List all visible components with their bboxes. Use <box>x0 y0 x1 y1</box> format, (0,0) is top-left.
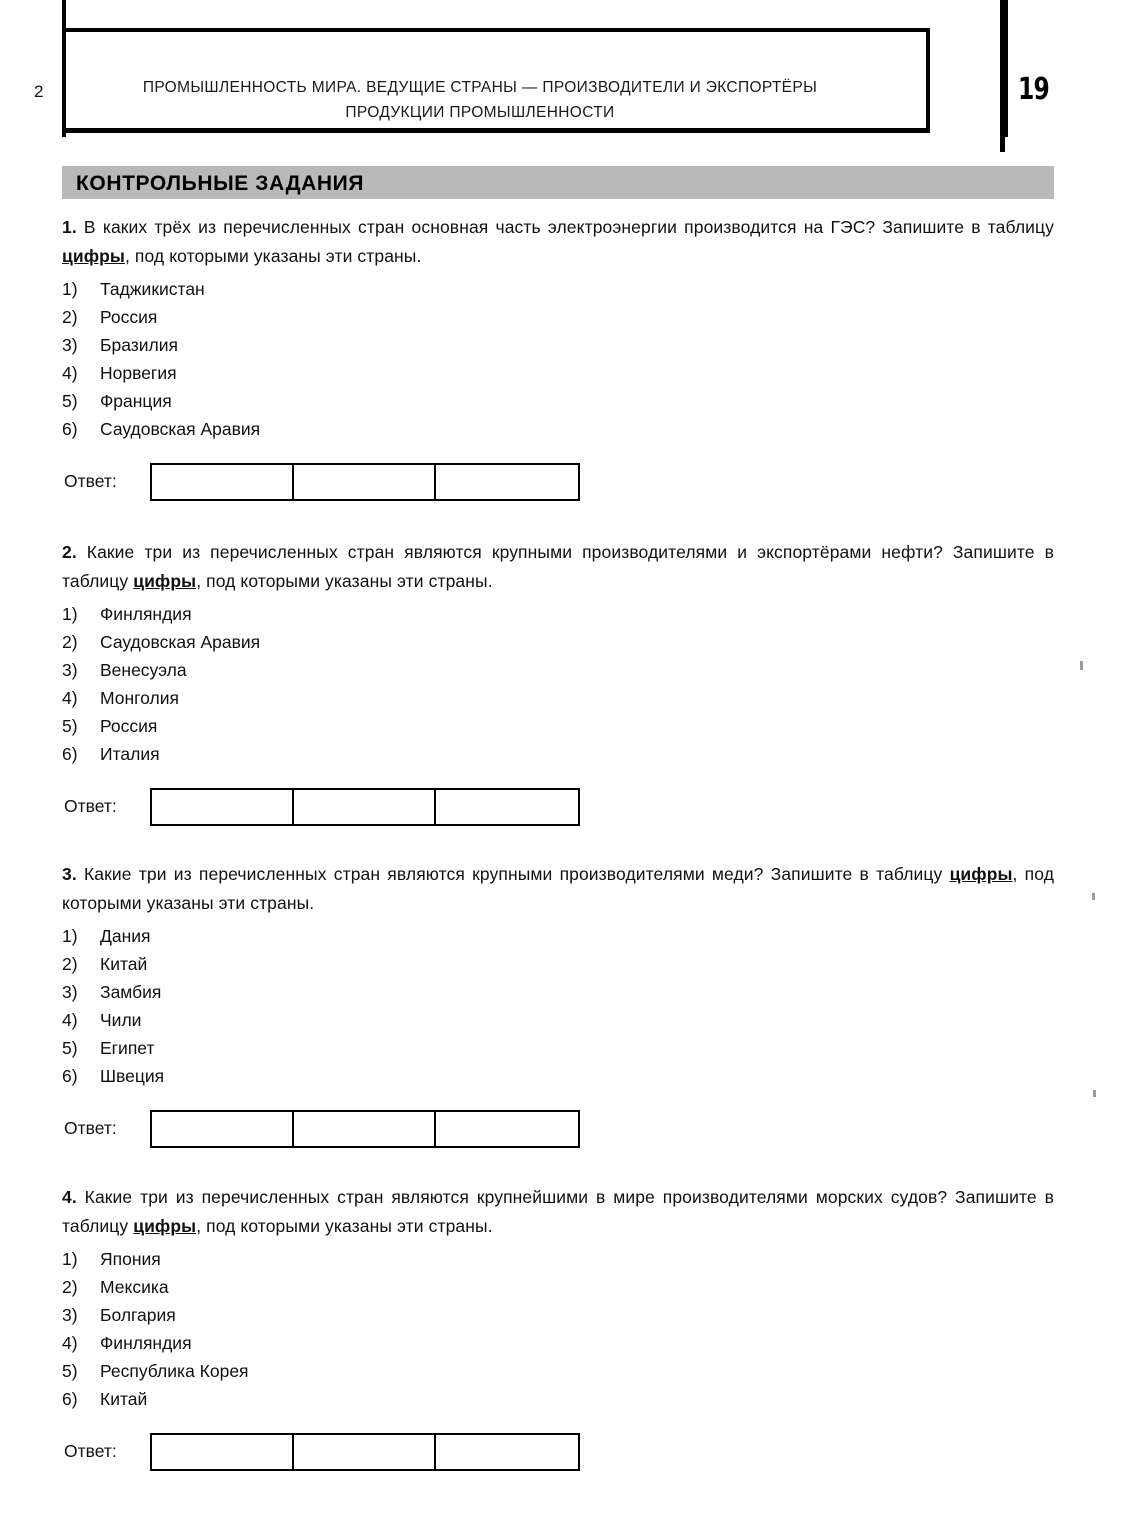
task-4-option-3-index: 3) <box>62 1305 78 1325</box>
task-2-option-3-label: Венесуэла <box>100 660 187 680</box>
task-4-text-before: Какие три из перечисленных стран являются крупнейшими в мире производителями морских судов? Запишите в таблицу <box>62 1187 1055 1236</box>
task-2-option-1 <box>62 600 1054 628</box>
task-1-option-1-label: Таджикистан <box>100 279 205 299</box>
task-1-option-1-index: 1) <box>62 279 78 299</box>
task-1-option-6 <box>62 415 1054 443</box>
task-3-answer-grid[interactable] <box>150 1110 580 1148</box>
task-3-option-6 <box>62 1062 1054 1090</box>
task-3-option-3 <box>62 978 1054 1006</box>
section-title: КОНТРОЛЬНЫЕ ЗАДАНИЯ <box>76 172 365 195</box>
task-1-answer-cell-3[interactable] <box>436 465 578 499</box>
task-4-answer-label: Ответ: <box>64 1441 117 1461</box>
task-4-option-4-index: 4) <box>62 1333 78 1353</box>
task-3-option-2 <box>62 950 1054 978</box>
task-1-options <box>62 275 1054 443</box>
task-3-option-5-index: 5) <box>62 1038 78 1058</box>
task-2-answer-cell-1[interactable] <box>152 790 294 824</box>
chapter-number: 2 <box>34 82 44 101</box>
task-4-answer-grid[interactable] <box>150 1433 580 1471</box>
page-edge-rule <box>1000 0 1005 152</box>
task-3-option-1-label: Дания <box>100 926 151 946</box>
task-4-option-5-label: Республика Корея <box>100 1361 249 1381</box>
task-3-option-6-label: Швеция <box>100 1066 165 1086</box>
task-2-text-before: Какие три из перечисленных стран являются крупными производителями и экспортёрами нефти? Запишите в таблицу <box>62 542 1054 591</box>
task-2-option-4-index: 4) <box>62 688 78 708</box>
task-2-question <box>62 538 1054 596</box>
task-4-option-1-label: Япония <box>100 1249 161 1269</box>
task-4-option-5 <box>62 1357 1054 1385</box>
task-4-option-1-index: 1) <box>62 1249 78 1269</box>
task-1-option-3 <box>62 331 1054 359</box>
task-1-option-4-index: 4) <box>62 363 78 383</box>
task-4-answer-cell-2[interactable] <box>294 1435 436 1469</box>
task-4-option-2-index: 2) <box>62 1277 78 1297</box>
task-2-options <box>62 600 1054 768</box>
task-4-option-6-label: Китай <box>100 1389 148 1409</box>
task-3-question <box>62 860 1054 918</box>
task-2-option-2-index: 2) <box>62 632 78 652</box>
task-3-option-3-label: Замбия <box>100 982 162 1002</box>
task-3-option-5 <box>62 1034 1054 1062</box>
task-4-option-6-index: 6) <box>62 1389 78 1409</box>
task-3-options <box>62 922 1054 1090</box>
task-4 <box>62 1183 1054 1471</box>
task-2-answer-grid[interactable] <box>150 788 580 826</box>
task-3-answer-cell-2[interactable] <box>294 1112 436 1146</box>
task-4-answer-row <box>62 1433 1054 1471</box>
task-3-option-4-label: Чили <box>100 1010 142 1030</box>
task-3-answer-cell-1[interactable] <box>152 1112 294 1146</box>
task-1-answer-label: Ответ: <box>64 471 117 491</box>
task-3-answer-label: Ответ: <box>64 1118 117 1138</box>
task-1-option-1 <box>62 275 1054 303</box>
task-1-option-5-label: Франция <box>100 391 172 411</box>
task-1-option-2-label: Россия <box>100 307 158 327</box>
task-2-option-6-label: Италия <box>100 744 160 764</box>
task-4-question <box>62 1183 1054 1241</box>
task-2-answer-cell-3[interactable] <box>436 790 578 824</box>
task-3-option-3-index: 3) <box>62 982 78 1002</box>
task-1-option-5-index: 5) <box>62 391 78 411</box>
task-2-keyword: цифры <box>133 571 197 591</box>
task-4-option-5-index: 5) <box>62 1361 78 1381</box>
header-frame-inner-rule <box>926 28 930 133</box>
task-3-option-4 <box>62 1006 1054 1034</box>
task-3-keyword: цифры <box>949 864 1013 884</box>
task-1-option-6-label: Саудовская Аравия <box>100 419 261 439</box>
task-4-options <box>62 1245 1054 1413</box>
task-3-option-5-label: Египет <box>100 1038 155 1058</box>
task-2-answer-label: Ответ: <box>64 796 117 816</box>
task-2-option-5-label: Россия <box>100 716 158 736</box>
task-4-option-4 <box>62 1329 1054 1357</box>
task-1-option-3-label: Бразилия <box>100 335 179 355</box>
task-3-option-1 <box>62 922 1054 950</box>
task-2-option-1-label: Финляндия <box>100 604 192 624</box>
task-2-option-3-index: 3) <box>62 660 78 680</box>
task-3-text-after: , под которыми указаны эти страны. <box>62 864 1055 913</box>
task-4-option-3 <box>62 1301 1054 1329</box>
task-2-option-4-label: Монголия <box>100 688 179 708</box>
task-4-text-after: , под которыми указаны эти страны. <box>196 1216 493 1236</box>
task-1 <box>62 213 1054 501</box>
task-3-option-2-label: Китай <box>100 954 148 974</box>
task-2 <box>62 538 1054 826</box>
running-title-line-1: ПРОМЫШЛЕННОСТЬ МИРА. ВЕДУЩИЕ СТРАНЫ — ПРОИЗВОДИТЕЛИ И ЭКСПОРТЁРЫ <box>142 79 818 96</box>
task-1-text-before: В каких трёх из перечисленных стран основная часть электроэнергии производится на ГЭС? Запишите в таблицу <box>83 217 1054 237</box>
task-4-option-2-label: Мексика <box>100 1277 169 1297</box>
task-1-keyword: цифры <box>62 246 125 266</box>
task-1-option-6-index: 6) <box>62 419 78 439</box>
header-frame-top-rule <box>62 28 930 32</box>
task-3-option-1-index: 1) <box>62 926 78 946</box>
task-4-keyword: цифры <box>133 1216 197 1236</box>
task-4-option-4-label: Финляндия <box>100 1333 192 1353</box>
header-frame-bottom-rule <box>62 128 930 133</box>
task-1-option-3-index: 3) <box>62 335 78 355</box>
task-2-answer-row <box>62 788 1054 826</box>
task-2-option-2-label: Саудовская Аравия <box>100 632 261 652</box>
task-2-option-2 <box>62 628 1054 656</box>
task-2-option-4 <box>62 684 1054 712</box>
task-1-answer-row <box>62 463 1054 501</box>
task-2-option-6 <box>62 740 1054 768</box>
task-1-question <box>62 213 1054 271</box>
task-2-option-5-index: 5) <box>62 716 78 736</box>
scan-speck <box>1080 661 1083 670</box>
task-3-option-4-index: 4) <box>62 1010 78 1030</box>
task-4-number: 4. <box>62 1187 77 1207</box>
task-2-number: 2. <box>62 542 77 562</box>
running-title-line-2: ПРОДУКЦИИ ПРОМЫШЛЕННОСТИ <box>345 104 615 121</box>
task-3-option-2-index: 2) <box>62 954 78 974</box>
task-1-option-4 <box>62 359 1054 387</box>
task-3-answer-cell-3[interactable] <box>436 1112 578 1146</box>
task-3-number: 3. <box>62 864 77 884</box>
task-4-option-6 <box>62 1385 1054 1413</box>
task-1-option-4-label: Норвегия <box>100 363 177 383</box>
task-4-option-2 <box>62 1273 1054 1301</box>
task-1-text-after: , под которыми указаны эти страны. <box>124 246 422 266</box>
task-2-option-5 <box>62 712 1054 740</box>
scan-speck <box>1093 1090 1096 1097</box>
header-frame-left-rule <box>62 0 66 137</box>
task-2-option-3 <box>62 656 1054 684</box>
task-4-answer-cell-1[interactable] <box>152 1435 294 1469</box>
scan-speck <box>1092 893 1095 900</box>
task-3-option-6-index: 6) <box>62 1066 78 1086</box>
task-2-option-6-index: 6) <box>62 744 78 764</box>
task-1-answer-cell-1[interactable] <box>152 465 294 499</box>
task-3-text-before: Какие три из перечисленных стран являются крупными производителями меди? Запишите в таблицу <box>83 864 950 884</box>
task-4-answer-cell-3[interactable] <box>436 1435 578 1469</box>
task-1-option-2-index: 2) <box>62 307 78 327</box>
task-3 <box>62 860 1054 1148</box>
task-2-option-1-index: 1) <box>62 604 78 624</box>
task-4-option-1 <box>62 1245 1054 1273</box>
task-1-answer-grid[interactable] <box>150 463 580 501</box>
task-2-text-after: , под которыми указаны эти страны. <box>196 571 493 591</box>
task-2-answer-cell-2[interactable] <box>294 790 436 824</box>
task-3-answer-row <box>62 1110 1054 1148</box>
task-1-option-5 <box>62 387 1054 415</box>
task-4-option-3-label: Болгария <box>100 1305 176 1325</box>
page-number: 19 <box>1018 72 1050 107</box>
task-1-option-2 <box>62 303 1054 331</box>
running-title <box>110 75 850 125</box>
task-1-answer-cell-2[interactable] <box>294 465 436 499</box>
task-1-number: 1. <box>62 217 77 237</box>
